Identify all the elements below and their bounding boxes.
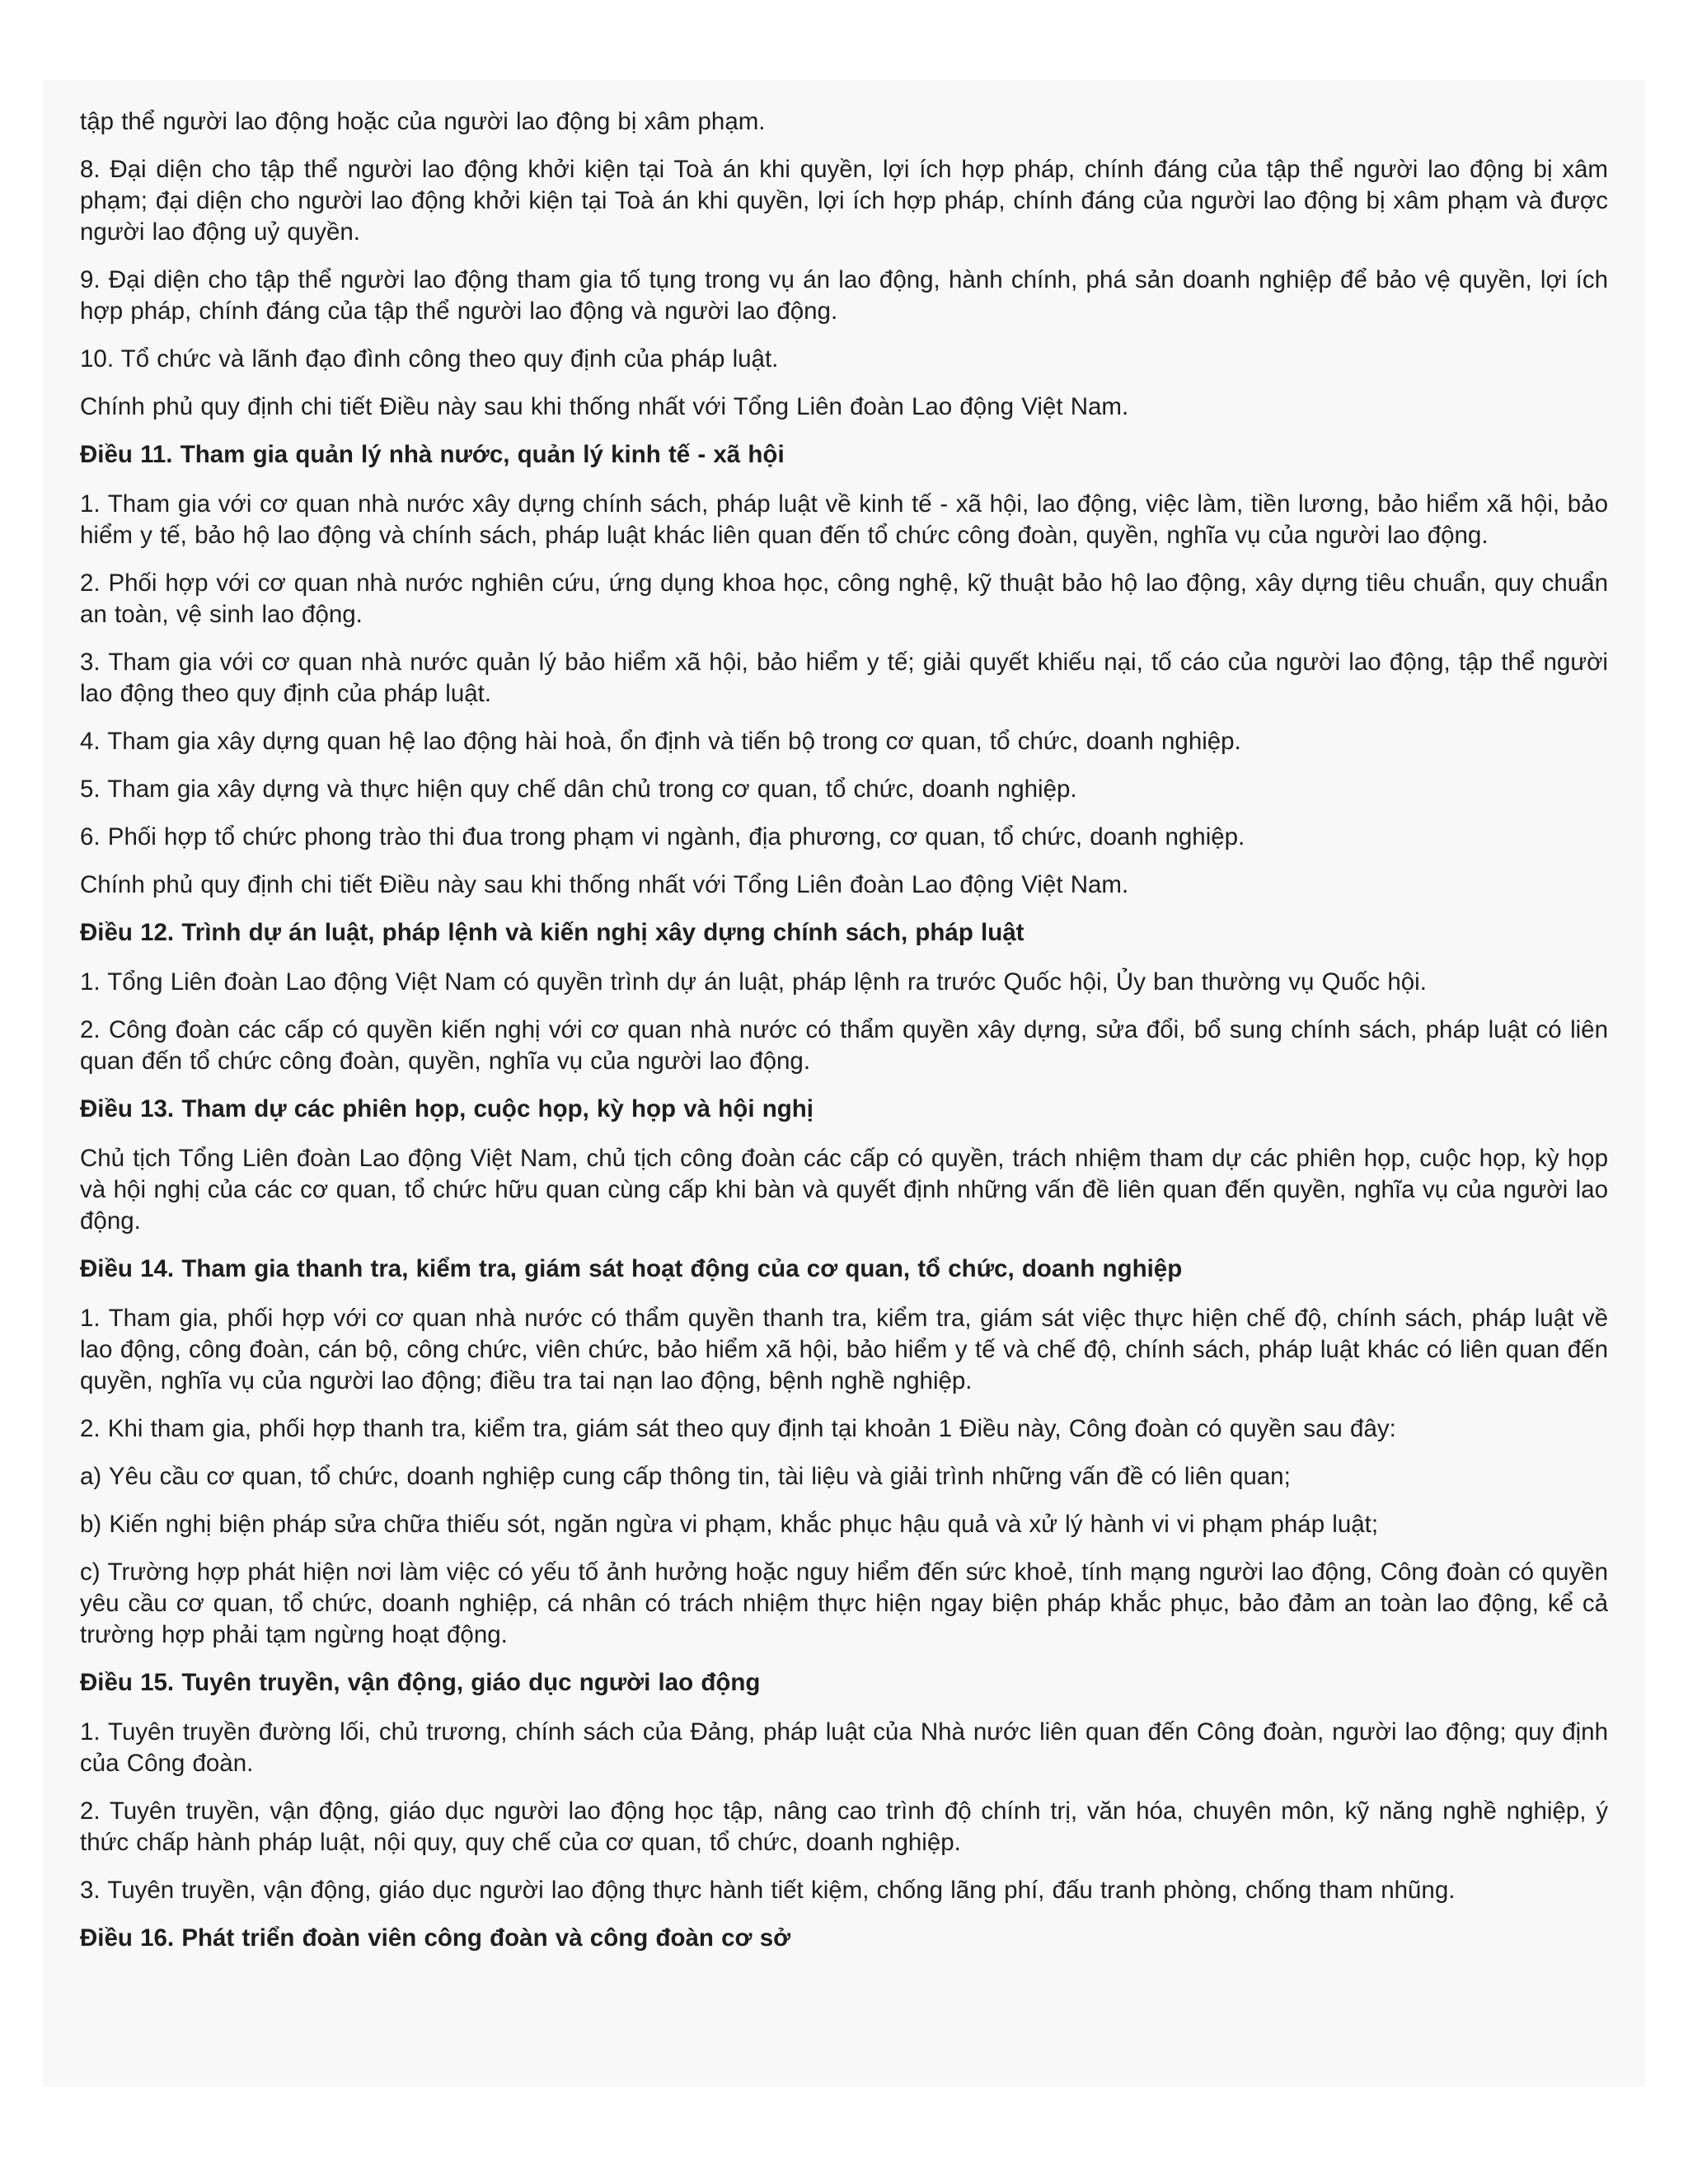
paragraph: 4. Tham gia xây dựng quan hệ lao động hài hoà, ổn định và tiến bộ trong cơ quan, tổ chức, doanh nghiệp. [80, 728, 1241, 755]
paragraph: 1. Tuyên truyền đường lối, chủ trương, chính sách của Đảng, pháp luật của Nhà nước liên quan đến Công đoàn, người lao động; quy định của Công đoàn. [80, 1718, 1608, 1777]
paragraph: 1. Tổng Liên đoàn Lao động Việt Nam có quyền trình dự án luật, pháp lệnh ra trước Quốc hội, Ủy ban thường vụ Quốc hội. [80, 968, 1427, 996]
paragraph: c) Trường hợp phát hiện nơi làm việc có yếu tố ảnh hưởng hoặc nguy hiểm đến sức khoẻ, tính mạng người lao động, Công đoàn có quyền yêu cầu cơ quan, tổ chức, doanh nghiệp, cá nhân có trách nhiệm thực hiện ngay biện pháp khắc phục, bảo đảm an toàn lao động, kể cả trường hợp phải tạm ngừng hoạt động. [80, 1558, 1608, 1648]
paragraph: 8. Đại diện cho tập thể người lao động khởi kiện tại Toà án khi quyền, lợi ích hợp pháp, chính đáng của tập thể người lao động bị xâm phạm; đại diện cho người lao động khởi kiện tại Toà án khi quyền, lợi ích hợp pháp, chính đáng của người lao động bị xâm phạm và được người lao động uỷ quyền. [80, 156, 1608, 246]
paragraph: tập thể người lao động hoặc của người lao động bị xâm phạm. [80, 108, 766, 135]
article-heading: Điều 16. Phát triển đoàn viên công đoàn và công đoàn cơ sở [80, 1924, 791, 1952]
paragraph: 1. Tham gia, phối hợp với cơ quan nhà nước có thẩm quyền thanh tra, kiểm tra, giám sát việc thực hiện chế độ, chính sách, pháp luật về lao động, công đoàn, cán bộ, công chức, viên chức, bảo hiểm xã hội, bảo hiểm y tế và chế độ, chính sách, pháp luật khác có liên quan đến quyền, nghĩa vụ của người lao động; điều tra tai nạn lao động, bệnh nghề nghiệp. [80, 1305, 1608, 1394]
article-heading: Điều 13. Tham dự các phiên họp, cuộc họp, kỳ họp và hội nghị [80, 1095, 814, 1122]
paragraph: 2. Tuyên truyền, vận động, giáo dục người lao động học tập, nâng cao trình độ chính trị, văn hóa, chuyên môn, kỹ năng nghề nghiệp, ý thức chấp hành pháp luật, nội quy, quy chế của cơ quan, tổ chức, doanh nghiệp. [80, 1797, 1608, 1856]
article-heading: Điều 15. Tuyên truyền, vận động, giáo dục người lao động [80, 1669, 761, 1696]
article-heading: Điều 12. Trình dự án luật, pháp lệnh và kiến nghị xây dựng chính sách, pháp luật [80, 919, 1025, 946]
article-heading: Điều 11. Tham gia quản lý nhà nước, quản lý kinh tế - xã hội [80, 441, 785, 468]
paragraph: 3. Tham gia với cơ quan nhà nước quản lý bảo hiểm xã hội, bảo hiểm y tế; giải quyết khiếu nại, tố cáo của người lao động, tập thể người lao động theo quy định của pháp luật. [80, 649, 1608, 707]
paragraph: b) Kiến nghị biện pháp sửa chữa thiếu sót, ngăn ngừa vi phạm, khắc phục hậu quả và xử lý hành vi vi phạm pháp luật; [80, 1511, 1379, 1538]
article-heading: Điều 14. Tham gia thanh tra, kiểm tra, giám sát hoạt động của cơ quan, tổ chức, doanh nghiệp [80, 1255, 1183, 1282]
document-page [43, 80, 1645, 2087]
paragraph: Chính phủ quy định chi tiết Điều này sau khi thống nhất với Tổng Liên đoàn Lao động Việt Nam. [80, 871, 1129, 898]
paragraph: 10. Tổ chức và lãnh đạo đình công theo quy định của pháp luật. [80, 345, 779, 373]
paragraph: Chủ tịch Tổng Liên đoàn Lao động Việt Nam, chủ tịch công đoàn các cấp có quyền, trách nhiệm tham dự các phiên họp, cuộc họp, kỳ họp và hội nghị của các cơ quan, tổ chức hữu quan cùng cấp khi bàn và quyết định những vấn đề liên quan đến quyền, nghĩa vụ của người lao động. [80, 1145, 1608, 1235]
paragraph: 6. Phối hợp tổ chức phong trào thi đua trong phạm vi ngành, địa phương, cơ quan, tổ chức, doanh nghiệp. [80, 823, 1245, 851]
paragraph: 1. Tham gia với cơ quan nhà nước xây dựng chính sách, pháp luật về kinh tế - xã hội, lao động, việc làm, tiền lương, bảo hiểm xã hội, bảo hiểm y tế, bảo hộ lao động và chính sách, pháp luật khác liên quan đến tổ chức công đoàn, quyền, nghĩa vụ của người lao động. [80, 490, 1608, 549]
paragraph: Chính phủ quy định chi tiết Điều này sau khi thống nhất với Tổng Liên đoàn Lao động Việt Nam. [80, 393, 1129, 420]
paragraph: 2. Phối hợp với cơ quan nhà nước nghiên cứu, ứng dụng khoa học, công nghệ, kỹ thuật bảo hộ lao động, xây dựng tiêu chuẩn, quy chuẩn an toàn, vệ sinh lao động. [80, 569, 1608, 628]
paragraph: 3. Tuyên truyền, vận động, giáo dục người lao động thực hành tiết kiệm, chống lãng phí, đấu tranh phòng, chống tham nhũng. [80, 1877, 1456, 1904]
paragraph: 5. Tham gia xây dựng và thực hiện quy chế dân chủ trong cơ quan, tổ chức, doanh nghiệp. [80, 776, 1077, 803]
paragraph: 2. Khi tham gia, phối hợp thanh tra, kiểm tra, giám sát theo quy định tại khoản 1 Điều này, Công đoàn có quyền sau đây: [80, 1415, 1396, 1442]
paragraph: a) Yêu cầu cơ quan, tổ chức, doanh nghiệp cung cấp thông tin, tài liệu và giải trình những vấn đề có liên quan; [80, 1463, 1291, 1490]
paragraph: 9. Đại diện cho tập thể người lao động tham gia tố tụng trong vụ án lao động, hành chính, phá sản doanh nghiệp để bảo vệ quyền, lợi ích hợp pháp, chính đáng của tập thể người lao động và người lao động. [80, 266, 1608, 325]
paragraph: 2. Công đoàn các cấp có quyền kiến nghị với cơ quan nhà nước có thẩm quyền xây dựng, sửa đổi, bổ sung chính sách, pháp luật có liên quan đến tổ chức công đoàn, quyền, nghĩa vụ của người lao động. [80, 1016, 1608, 1075]
